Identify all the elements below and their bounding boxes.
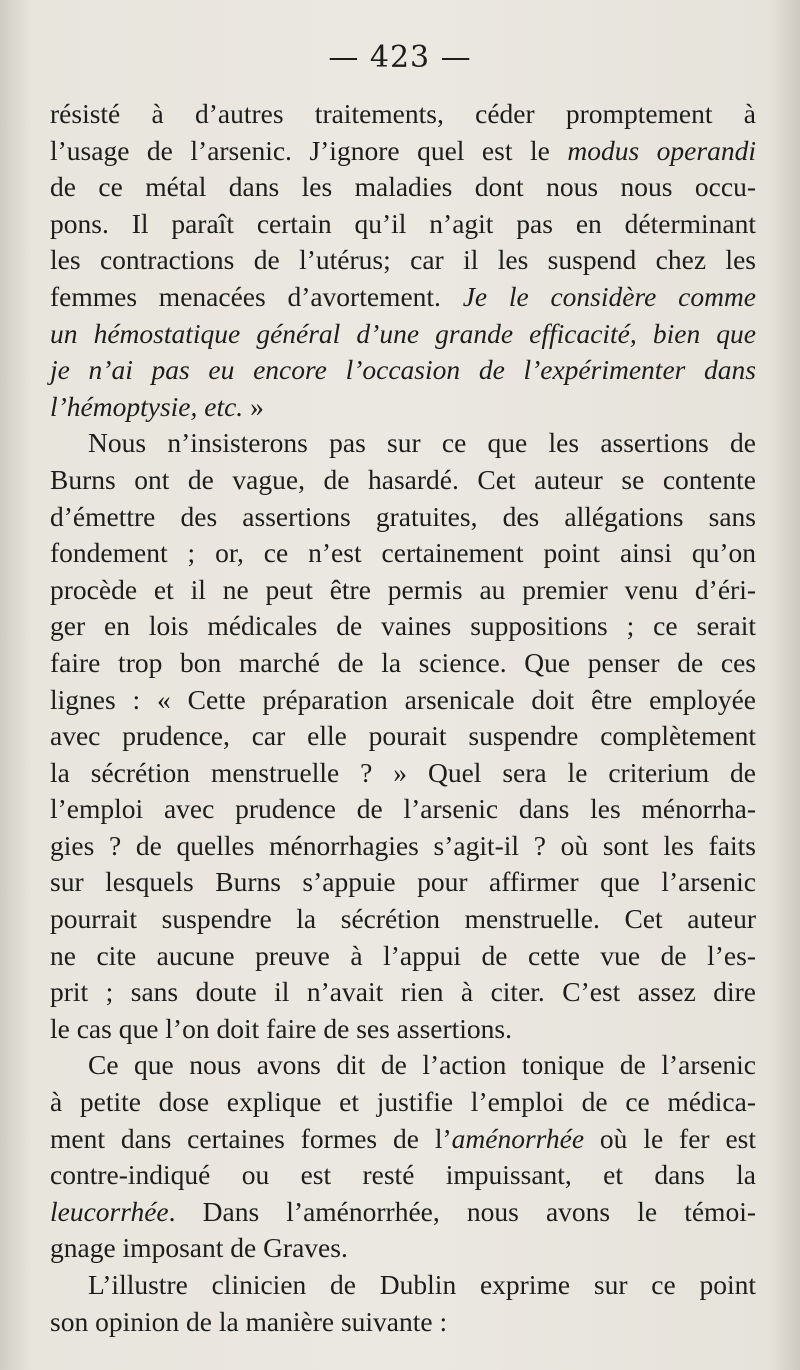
- italic-text: l’hémoptysie, etc.: [50, 390, 244, 422]
- text-segment: avec prudence, car elle pourait suspendre complètement: [50, 720, 756, 752]
- text-segment: »: [243, 390, 264, 422]
- text-line: [50, 828, 756, 865]
- text-line: [50, 645, 756, 682]
- text-line: [50, 242, 756, 279]
- text-line: [50, 1267, 756, 1304]
- text-line: [50, 425, 756, 462]
- text-segment: ger en lois médicales de vaines suppositions ; ce serait: [50, 610, 756, 642]
- text-segment: Nous n’insisterons pas sur ce que les assertions de: [88, 427, 756, 459]
- text-segment: le cas que l’on doit faire de ses assertions.: [50, 1012, 513, 1044]
- page-number: — 423 —: [328, 40, 472, 75]
- italic-text: leucorrhée: [50, 1195, 169, 1227]
- text-segment: Ce que nous avons dit de l’action tonique de l’arsenic: [88, 1049, 756, 1081]
- text-line: [50, 608, 756, 645]
- text-line: [50, 718, 756, 755]
- text-segment: la sécrétion menstruelle ? » Quel sera le criterium de: [50, 756, 756, 788]
- text-segment: son opinion de la manière suivante :: [50, 1305, 448, 1337]
- text-segment: femmes menacées d’avortement.: [50, 280, 463, 312]
- text-line: [50, 938, 756, 975]
- text-line: [50, 755, 756, 792]
- text-segment: prit ; sans doute il n’avait rien à citer. C’est assez dire: [50, 976, 756, 1008]
- text-line: [50, 791, 756, 828]
- text-segment: pourrait suspendre la sécrétion menstruelle. Cet auteur: [50, 903, 756, 935]
- text-line: [50, 316, 756, 353]
- text-segment: fondement ; or, ce n’est certainement point ainsi qu’on: [50, 537, 756, 569]
- italic-text: aménorrhée: [451, 1122, 585, 1154]
- text-line: [50, 864, 756, 901]
- text-segment: Burns ont de vague, de hasardé. Cet auteur se contente: [50, 463, 756, 495]
- text-segment: lignes : « Cette préparation arsenicale doit être employée: [50, 683, 756, 715]
- text-line: [50, 462, 756, 499]
- text-line: [50, 96, 756, 133]
- text-segment: d’émettre des assertions gratuites, des allégations sans: [50, 500, 756, 532]
- text-segment: L’illustre clinicien de Dublin exprime sur ce point: [88, 1269, 756, 1300]
- italic-text: un hémostatique général d’une grande efficacité, bien que: [50, 317, 756, 349]
- text-segment: de ce métal dans les maladies dont nous nous occu-: [50, 171, 756, 203]
- text-segment: . Dans l’aménorrhée, nous avons le témoi-: [168, 1195, 756, 1227]
- text-segment: faire trop bon marché de la science. Que penser de ces: [50, 646, 756, 678]
- text-segment: ne cite aucune preuve à l’appui de cette vue de l’es-: [50, 939, 756, 971]
- text-line: [50, 1084, 756, 1121]
- text-segment: contre-indiqué ou est resté impuissant, et dans la: [50, 1159, 756, 1191]
- text-segment: pons. Il paraît certain qu’il n’agit pas en déterminant: [50, 207, 756, 239]
- text-line: [50, 169, 756, 206]
- text-line: [50, 1047, 756, 1084]
- text-line: [50, 974, 756, 1011]
- text-segment: à petite dose explique et justifie l’emploi de ce médica-: [50, 1086, 756, 1118]
- text-line: [50, 1230, 756, 1267]
- text-segment: gnage imposant de Graves.: [50, 1232, 348, 1264]
- text-line: [50, 535, 756, 572]
- text-segment: résisté à d’autres traitements, céder promptement à: [50, 98, 756, 129]
- text-segment: les contractions de l’utérus; car il les suspend chez les: [50, 244, 756, 276]
- text-line: [50, 133, 756, 170]
- text-segment: sur lesquels Burns s’appuie pour affirmer que l’arsenic: [50, 866, 756, 898]
- italic-text: modus operandi: [567, 134, 756, 166]
- body-text: [50, 96, 756, 1340]
- text-line: [50, 901, 756, 938]
- text-segment: l’emploi avec prudence de l’arsenic dans les ménorrha-: [50, 793, 756, 825]
- text-segment: gies ? de quelles ménorrhagies s’agit-il ? où sont les faits: [50, 829, 756, 861]
- text-line: [50, 1157, 756, 1194]
- text-line: [50, 1194, 756, 1231]
- text-line: [50, 206, 756, 243]
- text-line: [50, 1304, 756, 1341]
- text-segment: procède et il ne peut être permis au premier venu d’éri-: [50, 573, 756, 605]
- text-line: [50, 1121, 756, 1158]
- text-line: [50, 1011, 756, 1048]
- text-segment: l’usage de l’arsenic. J’ignore quel est le: [50, 134, 568, 166]
- text-line: [50, 352, 756, 389]
- text-line: [50, 279, 756, 316]
- text-segment: ment dans certaines formes de l’: [50, 1122, 452, 1154]
- text-line: [50, 572, 756, 609]
- text-line: [50, 682, 756, 719]
- text-line: [50, 389, 756, 426]
- text-line: [50, 499, 756, 536]
- text-segment: où le fer est: [584, 1122, 756, 1154]
- italic-text: je n’ai pas eu encore l’occasion de l’expérimenter dans: [50, 354, 756, 386]
- italic-text: Je le considère comme: [462, 280, 756, 312]
